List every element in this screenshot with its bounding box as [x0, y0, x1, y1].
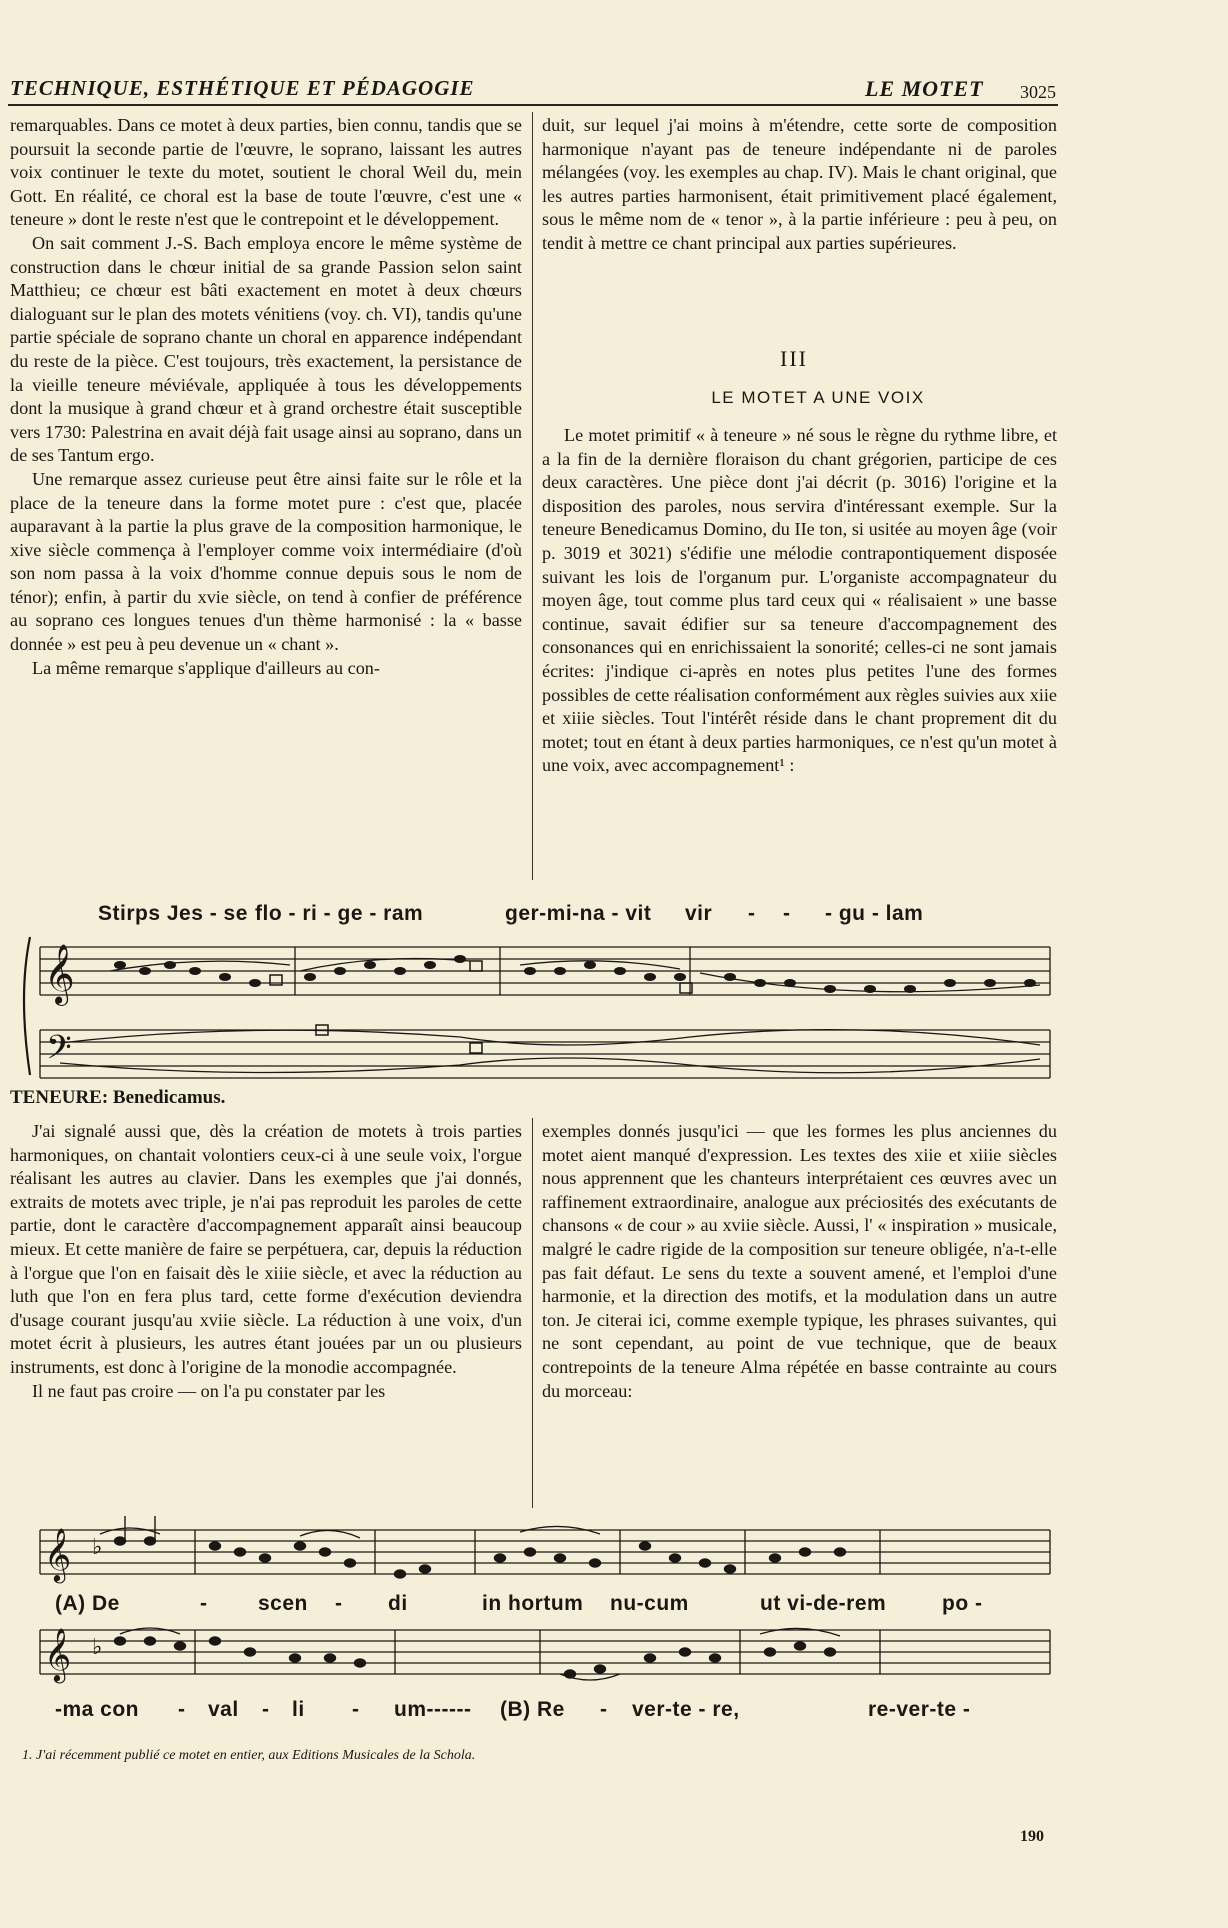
lyric-syllable: ger-mi-na - vit	[505, 902, 652, 925]
header-rule	[8, 104, 1058, 106]
lyric-syllable: flo - ri - ge - ram	[255, 902, 424, 925]
paragraph: remarquables. Dans ce motet à deux parties, bien connu, tandis que se poursuit la seconde partie de l'œuvre, le soprano, laissant les autres voix continuer le texte du motet, soutient le choral Weil du, mein Gott. En réalité, ce choral est la base de toute l'œuvre, c'est une « teneure » dont le reste n'est que le contrepoint et le développement.	[10, 115, 522, 230]
lyric-syllable: -	[178, 1698, 186, 1721]
lyric-syllable: li	[292, 1698, 305, 1721]
music-example-1	[0, 925, 1060, 1095]
column-right-top	[542, 114, 1057, 256]
footnote: 1. J'ai récemment publié ce motet en entier, aux Editions Musicales de la Schola.	[22, 1748, 476, 1763]
paragraph: Il ne faut pas croire — on l'a pu constater par les	[32, 1380, 386, 1401]
column-right-middle	[542, 424, 1057, 778]
lyric-syllable: - gu - lam	[825, 902, 924, 925]
lyric-syllable: -ma con	[55, 1698, 140, 1721]
lyric-syllable: re-ver-te -	[868, 1698, 971, 1721]
lyric-syllable: -	[600, 1698, 608, 1721]
lyric-syllable: ut vi-de-rem	[760, 1592, 887, 1615]
lyric-syllable: (B) Re	[500, 1698, 565, 1721]
svg-text:♭: ♭	[92, 1535, 103, 1560]
paragraph: J'ai signalé aussi que, dès la création de motets à trois parties harmoniques, on chantait volontiers ceux-ci à une seule voix, l'orgue réalisant les autres au clavier. Dans les exemples que j'ai donnés, extraits de motets avec triple, je n'ai pas reproduit les paroles de cette partie, dont le caractère d'accompagnement apparaît ainsi beaucoup mieux. Et cette manière de faire se perpétuera, car, depuis la réduction à l'orgue que l'on en faisait dès le xiiie siècle, et avec la réduction au luth que l'on en fera plus tard, cette forme d'exécution deviendra d'usage courant jusqu'au xviie siècle. La réduction à une voix, d'un motet écrit à plusieurs, les autres étant jouées par un ou plusieurs instruments, est donc à l'origine de la monodie accompagnée.	[10, 1121, 522, 1377]
section-title: LE MOTET A UNE VOIX	[711, 388, 925, 407]
lyric-syllable: di	[388, 1592, 408, 1615]
page-number: 3025	[1020, 82, 1056, 102]
paragraph: Une remarque assez curieuse peut être ainsi faite sur le rôle et la place de la teneure dans la forme motet pure : c'est que, placée auparavant à la partie la plus grave de la composition harmonique, le xive siècle commença à l'employer comme voix intermédiaire (d'où son nom passa à la voix d'homme connue depuis sous le nom de ténor); enfin, à partir du xvie siècle, on tend à confier de préférence au soprano ces longues tenues d'un thème harmonisé : la « basse donnée » est peu à peu devenue un « chant ».	[10, 468, 522, 655]
column-divider-top	[532, 112, 533, 880]
lyric-syllable: Stirps Jes - se	[98, 902, 248, 925]
running-head-left: TECHNIQUE, ESTHÉTIQUE ET PÉDAGOGIE	[10, 76, 475, 100]
column-right-bottom	[542, 1120, 1057, 1403]
lyric-syllable: vir	[685, 902, 713, 925]
lyric-syllable: -	[262, 1698, 270, 1721]
tenor-label: TENEURE: Benedicamus.	[10, 1087, 226, 1108]
lyric-syllable: ver-te - re,	[632, 1698, 740, 1721]
lyric-syllable: (A) De	[55, 1592, 120, 1615]
svg-text:𝄞: 𝄞	[44, 1527, 72, 1581]
paragraph: On sait comment J.-S. Bach employa encore le même système de construction dans le chœur initial de sa grande Passion selon saint Matthieu; ce chœur est bâti exactement en motet à deux chœurs dialoguant sur le plan des motets vénitiens (voy. ch. VI), tandis qu'une partie spéciale de soprano chante un choral en apparence indépendant du reste de la pièce. C'est toujours, très exactement, la persistance de la vieille teneure méviévale, appliquée à tous les développements dont la musique à grand chœur et à grand orchestre était susceptible vers 1730: Palestrina en avait déjà fait usage ainsi au soprano, dans un de ses Tantum ergo.	[10, 232, 522, 466]
lyric-syllable: -	[352, 1698, 360, 1721]
lyric-syllable: um------	[394, 1698, 472, 1721]
lyric-syllable: -	[748, 902, 756, 925]
lyric-syllable: val	[208, 1698, 239, 1721]
lyric-syllable: nu-cum	[610, 1592, 689, 1615]
svg-text:𝄞: 𝄞	[44, 944, 75, 1004]
column-left-top	[10, 114, 522, 680]
svg-text:♭: ♭	[92, 1635, 103, 1660]
lyric-syllable: po -	[942, 1592, 983, 1615]
signature-mark: 190	[1020, 1828, 1044, 1845]
lyric-syllable: -	[335, 1592, 343, 1615]
paragraph: La même remarque s'applique d'ailleurs au con-	[32, 657, 380, 678]
lyric-syllable: -	[200, 1592, 208, 1615]
paragraph: duit, sur lequel j'ai moins à m'étendre, cette sorte de composition harmonique n'ayant pas de teneure indépendante ni de paroles mélangées (voy. les exemples au chap. IV). Mais le chant original, que les autres parties harmonisent, était primitivement placé également, sous le même nom de « tenor », à la partie inférieure : peu à peu, on tendit à mettre ce chant principal aux parties supérieures.	[542, 115, 1057, 253]
music-example-2	[0, 1510, 1060, 1730]
lyric-syllable: in hortum	[482, 1592, 584, 1615]
running-head-right: LE MOTET	[865, 76, 984, 101]
column-divider-bottom	[532, 1118, 533, 1508]
svg-text:𝄢: 𝄢	[46, 1029, 72, 1075]
column-left-bottom	[10, 1120, 522, 1403]
lyric-syllable: scen	[258, 1592, 308, 1615]
svg-text:𝄞: 𝄞	[44, 1627, 72, 1681]
paragraph: exemples donnés jusqu'ici — que les formes les plus anciennes du motet aient manqué d'expression. Les textes des xiie et xiiie siècles nous apprennent que les chanteurs interprétaient ces œuvres avec un raffinement extraordinaire, analogue aux préciosités des exécutants de chansons « de cour » au xviie siècle. Aussi, l' « inspiration » musicale, malgré le cadre rigide de la composition sur teneure obligée, n'a-t-elle pas fait défaut. Le sens du texte a souvent amené, et l'emploi d'une harmonie, et la direction des motifs, et la modulation dans un autre ton. Je citerai ici, comme exemple typique, les phrases suivantes, qui ne sont cependant, au point de vue technique, que de beaux contrepoints de la teneure Alma répétée en basse contrainte au cours du morceau:	[542, 1121, 1057, 1401]
paragraph: Le motet primitif « à teneure » né sous le règne du rythme libre, et a la fin de la dernière floraison du chant grégorien, participe de ces deux caractères. Une pièce dont j'ai décrit (p. 3016) l'origine et la disposition des paroles, nous servira d'intéressant exemple. Sur la teneure Benedicamus Domino, du IIe ton, si usitée au moyen âge (voir p. 3019 et 3021) s'édifie une mélodie contrapontiquement disposée suivant les lois de l'organum pur. L'organiste accompagnateur du moyen âge, tout comme plus tard ceux qui « réalisaient » une basse continue, savait édifier sur sa teneure d'accompagnement des consonances qui en enrichissaient la sonorité; celles-ci ne sont jamais écrites: j'indique ci-après en notes plus petites l'une des formes possibles de cette réalisation conformément aux règles suivies aux xiie et xiiie siècles. Tout l'intérêt réside dans le chant proprement dit du motet; tout en étant à deux parties harmoniques, ce n'est qu'un motet à une voix, avec accompagnement¹ :	[542, 425, 1057, 776]
section-number: III	[780, 346, 808, 371]
lyric-syllable: -	[783, 902, 791, 925]
